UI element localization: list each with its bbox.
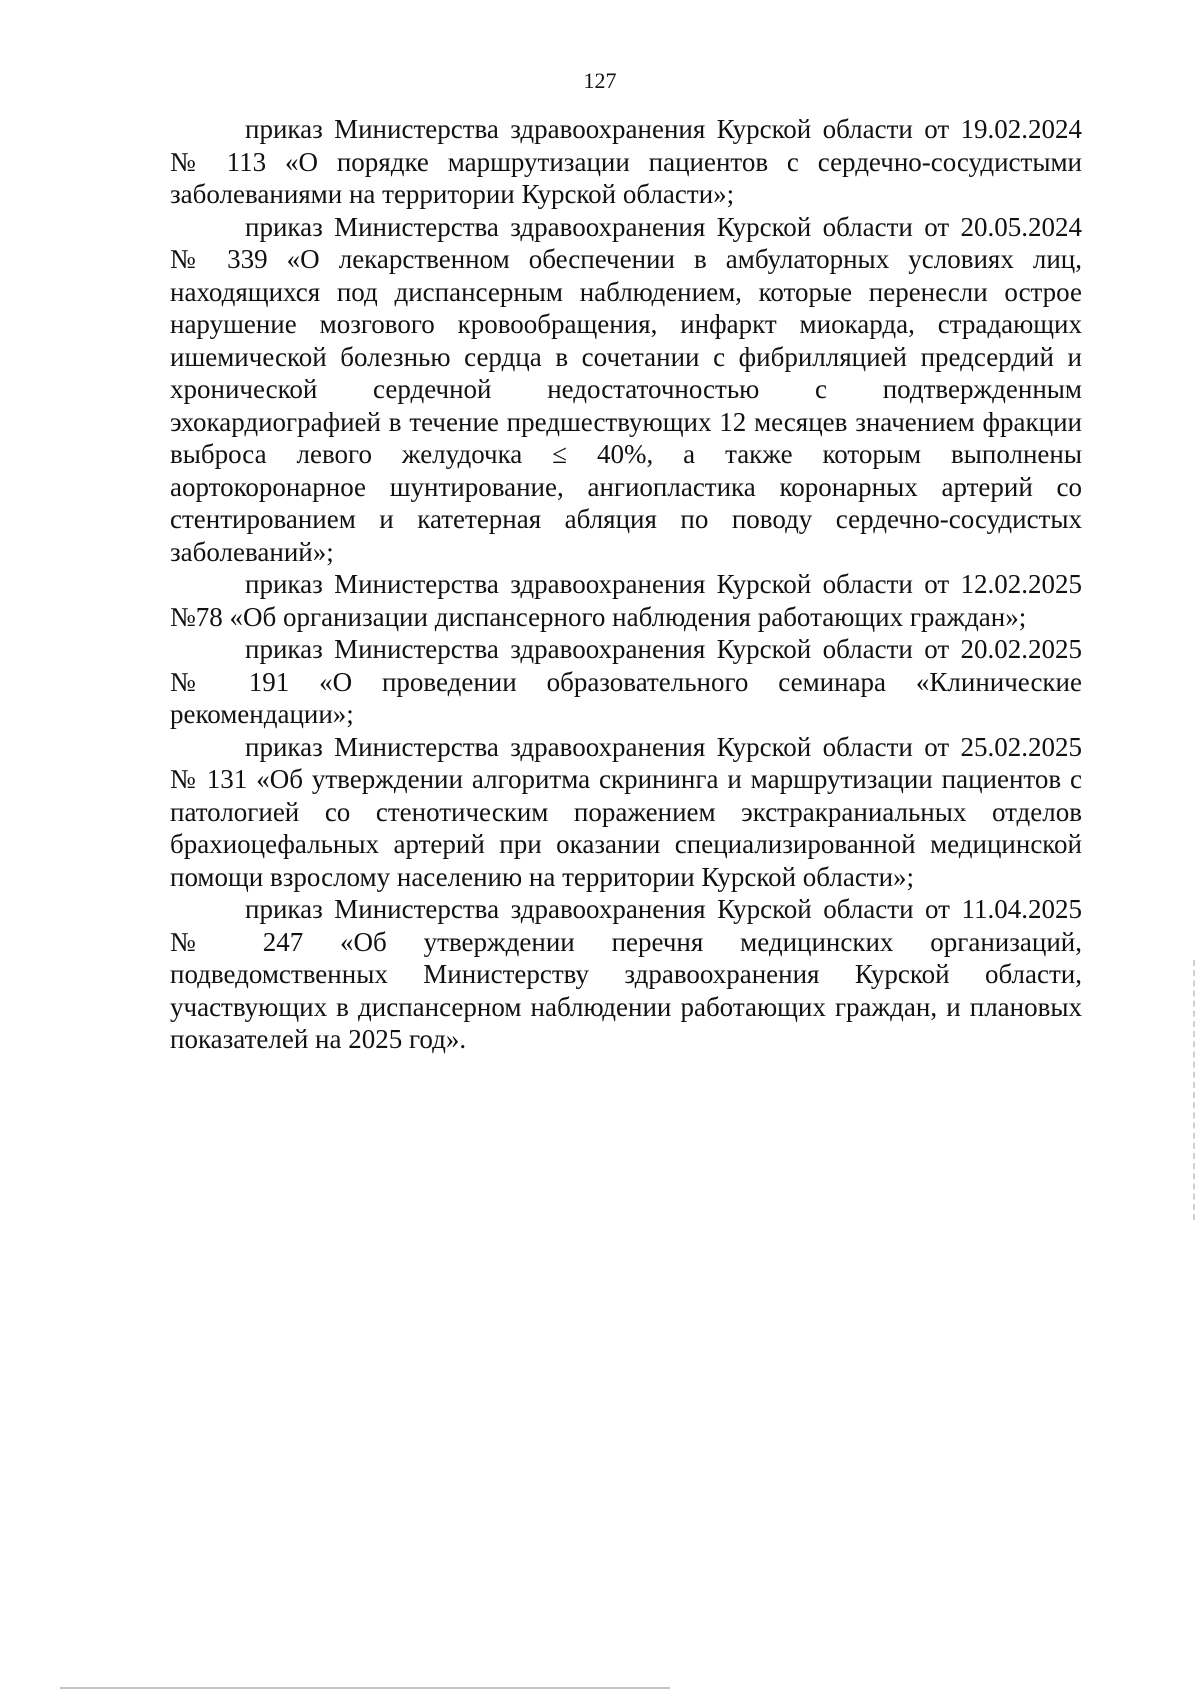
order-paragraph-2: приказ Министерства здравоохранения Курской области от 20.05.2024 № 339 «О лекарственном обеспечении в амбулаторных условиях лиц, находящихся под диспансерным наблюдением, которые перенесли острое нарушение мозгового кровообращения, инфаркт миокарда, страдающих ишемической болезнью сердца в сочетании с фибрилляцией предсердий и хронической сердечной недостаточностью с подтвержденным эхокардиографией в течение предшествующих 12 месяцев значением фракции выброса левого желудочка ≤ 40%, а также которым выполнены аортокоронарное шунтирование, ангиопластика коронарных артерий со стентированием и катетерная абляция по поводу сердечно-сосудистых заболеваний»; — [170, 211, 1082, 567]
order-paragraph-1: приказ Министерства здравоохранения Курской области от 19.02.2024 № 113 «О порядке маршрутизации пациентов с сердечно-сосудистыми заболеваниями на территории Курской области»; — [170, 114, 1082, 209]
order-paragraph-5: приказ Министерства здравоохранения Курской области от 25.02.2025 № 131 «Об утверждении алгоритма скрининга и маршрутизации пациентов с патологией со стенотическим поражением экстракраниальных отделов брахиоцефальных артерий при оказании специализированной медицинской помощи взрослому населению на территории Курской области»; — [170, 731, 1082, 892]
document-body — [170, 113, 1082, 1056]
page-number: 127 — [583, 68, 617, 93]
order-paragraph-3: приказ Министерства здравоохранения Курской области от 12.02.2025 №78 «Об организации диспансерного наблюдения работающих граждан»; — [170, 569, 1082, 632]
scan-edge-bottom — [60, 1687, 670, 1689]
order-paragraph-6: приказ Министерства здравоохранения Курской области от 11.04.2025 № 247 «Об утверждении перечня медицинских организаций, подведомственных Министерству здравоохранения Курской области, участвующих в диспансерном наблюдении работающих граждан, и плановых показателей на 2025 год». — [170, 894, 1082, 1054]
scan-edge-right — [1193, 960, 1195, 1220]
order-paragraph-4: приказ Министерства здравоохранения Курской области от 20.02.2025 № 191 «О проведении образовательного семинара «Клинические рекомендации»; — [170, 634, 1082, 729]
